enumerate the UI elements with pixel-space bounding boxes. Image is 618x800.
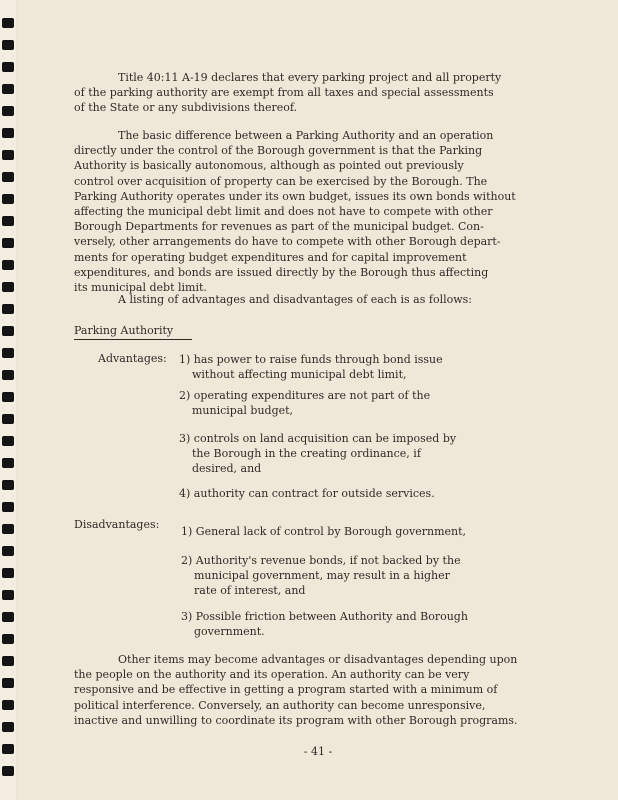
item-number: 2) — [181, 554, 193, 567]
binding-hole — [2, 744, 14, 754]
paragraph-line: control over acquisition of property can be exercised by the Borough. The — [74, 174, 488, 188]
item-line: desired, and — [192, 462, 262, 476]
advantage-item-4 — [179, 486, 435, 501]
paragraph-title-40 — [74, 70, 574, 116]
binding-hole — [2, 678, 14, 688]
advantage-item-1 — [179, 352, 443, 382]
binding-hole — [2, 766, 14, 776]
advantage-item-3 — [179, 431, 456, 477]
item-number: 4) — [179, 487, 191, 500]
disadvantages-label: Disadvantages: — [74, 518, 160, 531]
binding-hole — [2, 348, 14, 358]
paragraph-line: A listing of advantages and disadvantages of each is as follows: — [118, 293, 472, 306]
disadvantage-item-2 — [181, 553, 461, 599]
paragraph-line: ments for operating budget expenditures and for capital improvement — [74, 250, 467, 264]
paragraph-line: The basic difference between a Parking Authority and an operation — [118, 129, 494, 142]
binding-hole — [2, 590, 14, 600]
item-line: authority can contract for outside services. — [193, 487, 435, 500]
binding-hole — [2, 414, 14, 424]
paragraph-line: inactive and unwilling to coordinate its program with other Borough programs. — [74, 713, 518, 727]
item-number: 1) — [179, 353, 191, 366]
binding-hole — [2, 634, 14, 644]
binding-hole — [2, 546, 14, 556]
paragraph-line: Borough Departments for revenues as part of the municipal budget. Con- — [74, 220, 484, 234]
binding-hole — [2, 84, 14, 94]
binding-hole — [2, 568, 14, 578]
binding-hole — [2, 172, 14, 182]
binding-hole — [2, 722, 14, 732]
item-number: 3) — [179, 432, 191, 445]
paragraph-line: Title 40:11 A-19 declares that every parking project and all property — [118, 71, 502, 84]
binding-hole — [2, 370, 14, 380]
paragraph-other-items — [74, 652, 574, 728]
paragraph-basic-difference — [74, 128, 574, 295]
paragraph-line: directly under the control of the Borough government is that the Parking — [74, 144, 483, 158]
binding-hole — [2, 18, 14, 28]
item-line: operating expenditures are not part of the — [193, 389, 431, 402]
paragraph-line: of the parking authority are exempt from all taxes and special assessments — [74, 86, 494, 100]
binding-hole — [2, 128, 14, 138]
item-line: Possible friction between Authority and Borough — [195, 610, 468, 623]
binding-hole — [2, 150, 14, 160]
item-line: controls on land acquisition can be imposed by — [193, 432, 457, 445]
item-line: municipal government, may result in a higher — [194, 569, 450, 583]
item-line: government. — [194, 625, 265, 639]
binding-hole — [2, 62, 14, 72]
spiral-binding — [0, 0, 16, 800]
item-line: Authority's revenue bonds, if not backed by the — [195, 554, 461, 567]
paragraph-line: affecting the municipal debt limit and does not have to compete with other — [74, 205, 493, 219]
binding-hole — [2, 40, 14, 50]
binding-hole — [2, 194, 14, 204]
item-line: municipal budget, — [192, 404, 294, 418]
binding-hole — [2, 480, 14, 490]
binding-hole — [2, 458, 14, 468]
item-line: without affecting municipal debt limit, — [192, 368, 407, 382]
paragraph-line: Parking Authority operates under its own budget, issues its own bonds without — [74, 189, 516, 203]
binding-hole — [2, 502, 14, 512]
item-line: has power to raise funds through bond issue — [193, 353, 443, 366]
paragraph-line: political interference. Conversely, an authority can become unresponsive, — [74, 698, 486, 712]
binding-hole — [2, 700, 14, 710]
binding-hole — [2, 304, 14, 314]
disadvantage-item-1 — [181, 524, 466, 539]
paragraph-listing-intro — [74, 292, 574, 307]
item-number: 2) — [179, 389, 191, 402]
item-line: the Borough in the creating ordinance, if — [192, 447, 421, 461]
binding-hole — [2, 260, 14, 270]
paragraph-line: of the State or any subdivisions thereof. — [74, 101, 298, 115]
item-number: 1) — [181, 525, 193, 538]
binding-hole — [2, 612, 14, 622]
binding-hole — [2, 282, 14, 292]
item-line: rate of interest, and — [194, 584, 306, 598]
paragraph-line: Other items may become advantages or disadvantages depending upon — [118, 653, 518, 666]
disadvantage-item-3 — [181, 609, 468, 639]
item-number: 3) — [181, 610, 193, 623]
page-number: - 41 - — [303, 745, 333, 758]
item-line: General lack of control by Borough government, — [195, 525, 467, 538]
binding-hole — [2, 436, 14, 446]
binding-hole — [2, 216, 14, 226]
binding-hole — [2, 656, 14, 666]
section-heading-parking-authority: Parking Authority — [74, 324, 192, 340]
document-page — [18, 0, 618, 800]
paragraph-line: expenditures, and bonds are issued directly by the Borough thus affecting — [74, 265, 489, 279]
paragraph-line: responsive and be effective in getting a program started with a minimum of — [74, 683, 498, 697]
paragraph-line: its municipal debt limit. — [74, 281, 207, 295]
advantage-item-2 — [179, 388, 430, 418]
binding-hole — [2, 326, 14, 336]
binding-hole — [2, 106, 14, 116]
binding-hole — [2, 392, 14, 402]
binding-hole — [2, 524, 14, 534]
paragraph-line: versely, other arrangements do have to compete with other Borough depart- — [74, 235, 501, 249]
paragraph-line: the people on the authority and its operation. An authority can be very — [74, 668, 470, 682]
advantages-label: Advantages: — [98, 352, 167, 365]
paragraph-line: Authority is basically autonomous, although as pointed out previously — [74, 159, 464, 173]
binding-hole — [2, 238, 14, 248]
